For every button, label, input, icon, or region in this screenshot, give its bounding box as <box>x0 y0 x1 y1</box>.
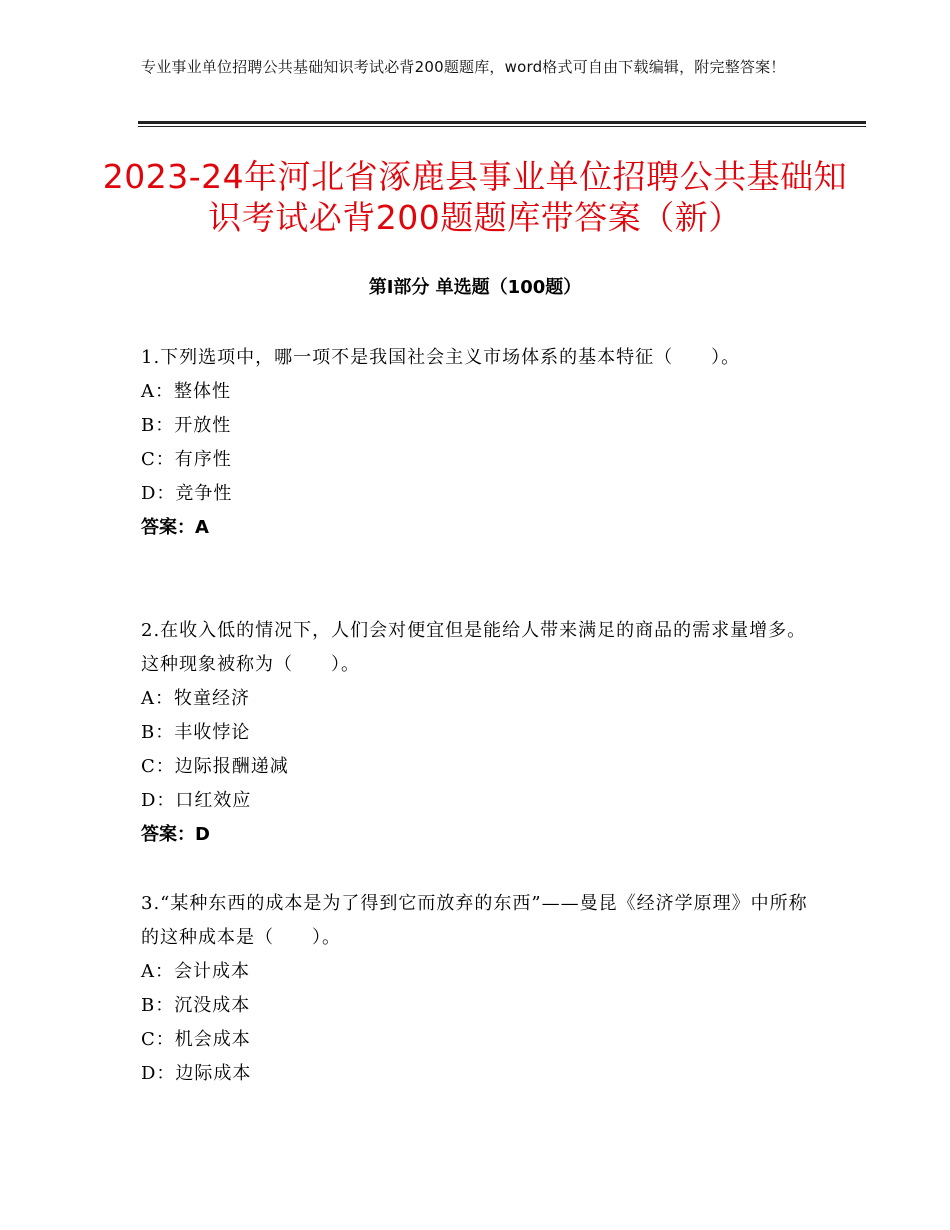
option-a: A：牧童经济 <box>141 688 250 709</box>
question-2 <box>141 614 811 852</box>
option-b: B：开放性 <box>141 415 232 436</box>
option-c: C：有序性 <box>141 449 232 470</box>
header-note: 专业事业单位招聘公共基础知识考试必背200题题库，word格式可自由下载编辑，附完整答案！ <box>141 58 786 76</box>
question-1 <box>141 341 811 545</box>
option-c: C：机会成本 <box>141 1029 251 1050</box>
header-divider <box>138 121 866 124</box>
answer: 答案：A <box>141 517 209 538</box>
option-a: A：会计成本 <box>141 961 250 982</box>
option-d: D：竞争性 <box>141 483 233 504</box>
option-c: C：边际报酬递减 <box>141 756 289 777</box>
header-divider-thin <box>138 126 866 127</box>
option-d: D：边际成本 <box>141 1063 252 1084</box>
option-b: B：沉没成本 <box>141 995 251 1016</box>
section-title: 第Ⅰ部分 单选题（100题） <box>368 277 582 298</box>
option-a: A：整体性 <box>141 381 231 402</box>
question-3 <box>141 887 811 1091</box>
document-title: 2023-24年河北省涿鹿县事业单位招聘公共基础知识考试必背200题题库带答案（新） <box>102 157 848 237</box>
question-stem: 2.在收入低的情况下，人们会对便宜但是能给人带来满足的商品的需求量增多。这种现象被称为（ ）。 <box>141 620 807 675</box>
question-stem: 1.下列选项中，哪一项不是我国社会主义市场体系的基本特征（ ）。 <box>141 347 741 368</box>
question-stem: 3.“某种东西的成本是为了得到它而放弃的东西”——曼昆《经济学原理》中所称的这种成本是（ ）。 <box>141 893 808 948</box>
option-d: D：口红效应 <box>141 790 252 811</box>
answer: 答案：D <box>141 824 210 845</box>
option-b: B：丰收悖论 <box>141 722 251 743</box>
